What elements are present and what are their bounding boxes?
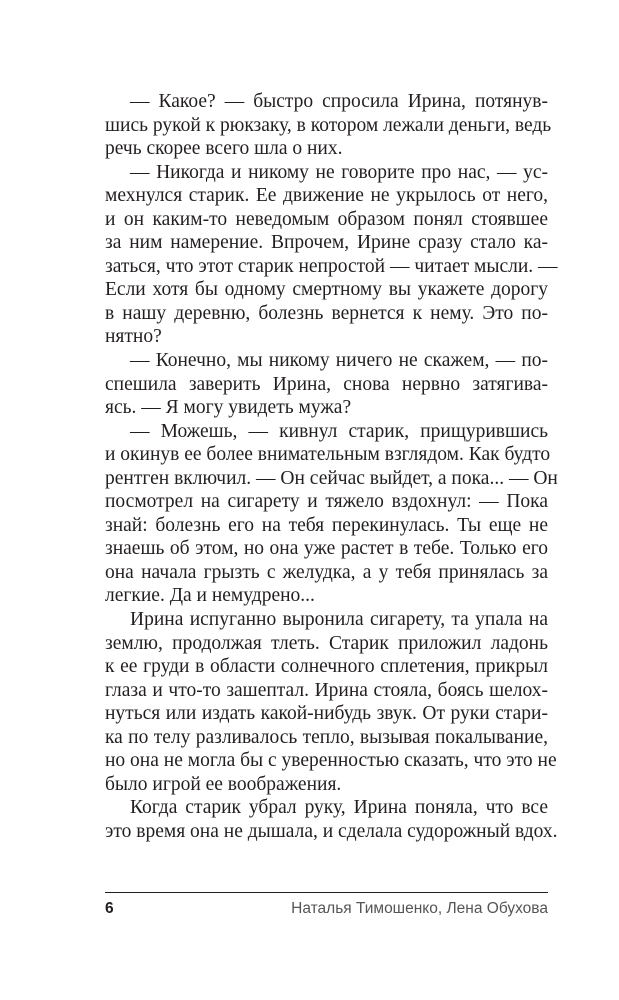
text-line: речь скорее всего шла о них. <box>105 138 343 160</box>
text-line: — Можешь, — кивнул старик, прищурившись <box>130 420 548 442</box>
page-footer <box>105 900 548 918</box>
paragraph <box>105 349 548 420</box>
text-line: Если хотя бы одному смертному вы укажете дорогу <box>105 279 548 301</box>
text-line: это время она не дышала, и сделала судорожный вдох. <box>105 820 558 842</box>
paragraph <box>105 161 558 349</box>
paragraph <box>105 796 558 843</box>
paragraph <box>105 90 552 161</box>
text-line: знай: болезнь его на тебя перекинулась. Ты еще не <box>105 514 548 536</box>
running-footer-authors: Наталья Тимошенко, Лена Обухова <box>291 900 548 917</box>
text-line: она начала грызть с желудка, а у тебя принялась за <box>105 561 548 583</box>
text-line: и окинув ее более внимательным взглядом. Как будто <box>105 444 551 466</box>
text-line: — Никогда и никому не говорите про нас, — ус- <box>130 161 548 183</box>
text-line: нуться или издать какой-нибудь звук. От руки стари- <box>105 703 548 725</box>
text-line: ясь. — Я могу увидеть мужа? <box>105 397 352 419</box>
text-line: заться, что этот старик непростой — читает мысли. — <box>105 255 558 277</box>
text-line: рентген включил. — Он сейчас выйдет, а пока... — Он <box>105 467 558 489</box>
paragraph <box>105 608 557 796</box>
text-line: к ее груди в области солнечного сплетения, прикрыл <box>105 656 548 678</box>
text-line: землю, продолжая тлеть. Старик приложил ладонь <box>105 632 548 654</box>
text-line: глаза и что-то зашептал. Ирина стояла, боясь шелох- <box>105 679 548 701</box>
text-line: — Конечно, мы никому ничего не скажем, — по- <box>130 350 548 372</box>
text-line: посмотрел на сигарету и тяжело вздохнул: — Пока <box>105 491 548 513</box>
text-line: нятно? <box>105 326 162 348</box>
text-line: легкие. Да и немудрено... <box>105 585 315 607</box>
text-line: за ним намерение. Впрочем, Ирине сразу стало ка- <box>105 232 548 254</box>
text-line: Когда старик убрал руку, Ирина поняла, что все <box>130 797 548 819</box>
text-line: — Какое? — быстро спросила Ирина, потянув- <box>130 91 548 112</box>
text-line: знаешь об этом, но она уже растет в тебе. Только его <box>105 538 548 560</box>
text-line: шись рукой к рюкзаку, в котором лежали деньги, ведь <box>105 114 552 136</box>
paragraph <box>105 420 558 608</box>
text-line: было игрой ее воображения. <box>105 773 342 795</box>
text-line: в нашу деревню, болезнь вернется к нему. Это по- <box>105 302 548 324</box>
page-number: 6 <box>105 900 114 917</box>
text-line: и он каким-то неведомым образом понял стоявшее <box>105 208 548 230</box>
text-line: спешила заверить Ирина, снова нервно затягива- <box>105 373 548 395</box>
text-line: ка по телу разливалось тепло, вызывая покалывание, <box>105 726 548 748</box>
page-body-text <box>105 90 558 844</box>
footer-rule <box>105 892 548 893</box>
text-line: мехнулся старик. Ее движение не укрылось от него, <box>105 185 548 207</box>
text-line: Ирина испуганно выронила сигарету, та упала на <box>130 609 548 631</box>
text-line: но она не могла бы с уверенностью сказать, что это не <box>105 750 557 772</box>
